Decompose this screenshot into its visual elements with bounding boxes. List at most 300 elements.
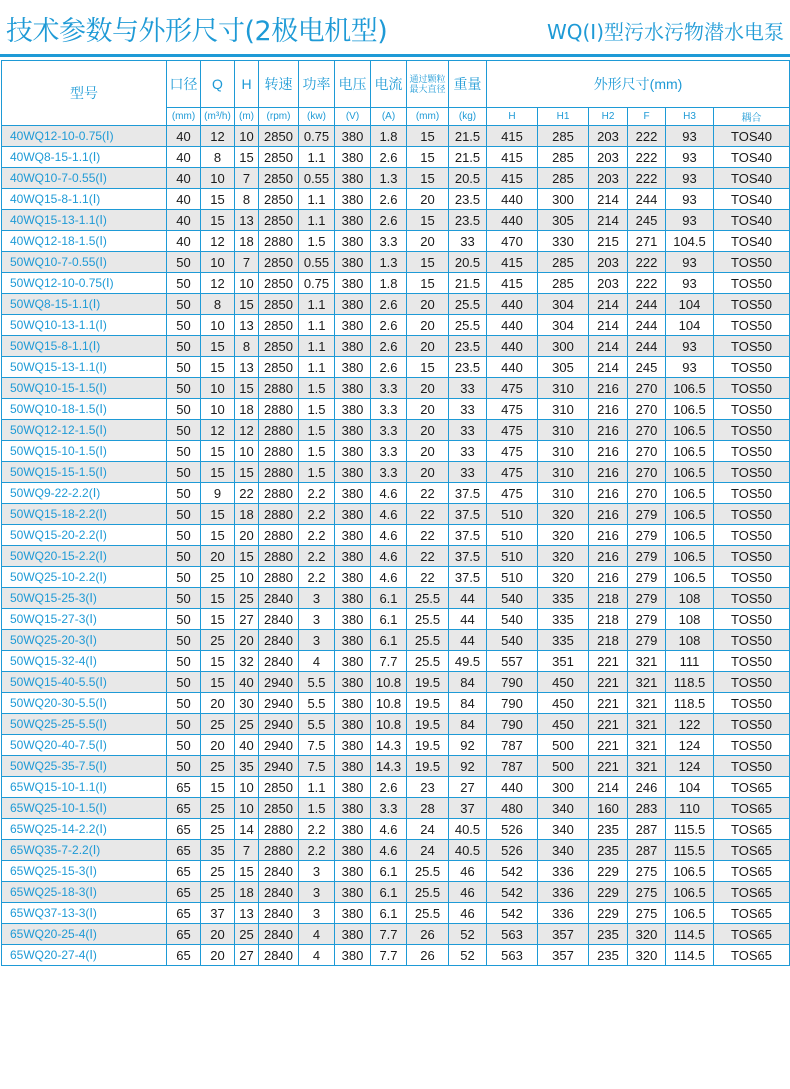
cell-power: 1.1 <box>299 357 335 378</box>
col-header-weight: 重量 <box>449 61 487 108</box>
cell-particle-diameter: 20 <box>407 315 449 336</box>
cell-h2: 218 <box>589 588 628 609</box>
cell-f: 279 <box>628 588 666 609</box>
cell-h2: 229 <box>589 861 628 882</box>
cell-h3: 106.5 <box>666 903 714 924</box>
cell-caliber: 50 <box>167 630 201 651</box>
table-row <box>2 441 790 462</box>
cell-head: 25 <box>235 714 259 735</box>
page-header <box>0 0 790 54</box>
cell-voltage: 380 <box>335 588 371 609</box>
cell-head: 10 <box>235 798 259 819</box>
cell-caliber: 40 <box>167 126 201 147</box>
cell-power: 7.5 <box>299 756 335 777</box>
table-row <box>2 399 790 420</box>
table-row <box>2 861 790 882</box>
cell-h: 415 <box>487 168 538 189</box>
cell-voltage: 380 <box>335 672 371 693</box>
cell-voltage: 380 <box>335 189 371 210</box>
cell-head: 15 <box>235 861 259 882</box>
cell-h1: 310 <box>538 462 589 483</box>
col-header-voltage: 电压 <box>335 61 371 108</box>
cell-power: 1.5 <box>299 378 335 399</box>
table-row <box>2 168 790 189</box>
page-title: 技术参数与外形尺寸(2极电机型) <box>6 16 388 47</box>
cell-speed: 2940 <box>259 756 299 777</box>
cell-flow: 15 <box>201 651 235 672</box>
cell-head: 13 <box>235 315 259 336</box>
cell-h: 542 <box>487 903 538 924</box>
cell-weight: 37.5 <box>449 504 487 525</box>
cell-flow: 12 <box>201 126 235 147</box>
cell-voltage: 380 <box>335 546 371 567</box>
cell-weight: 23.5 <box>449 357 487 378</box>
cell-caliber: 65 <box>167 819 201 840</box>
cell-particle-diameter: 28 <box>407 798 449 819</box>
cell-h: 475 <box>487 378 538 399</box>
cell-current: 4.6 <box>371 504 407 525</box>
cell-caliber: 50 <box>167 567 201 588</box>
cell-speed: 2850 <box>259 315 299 336</box>
col-header-head: H <box>235 61 259 108</box>
cell-voltage: 380 <box>335 210 371 231</box>
cell-current: 3.3 <box>371 462 407 483</box>
cell-current: 4.6 <box>371 483 407 504</box>
cell-f: 275 <box>628 903 666 924</box>
cell-h2: 221 <box>589 756 628 777</box>
cell-particle-diameter: 15 <box>407 252 449 273</box>
cell-h2: 221 <box>589 651 628 672</box>
cell-head: 27 <box>235 609 259 630</box>
cell-voltage: 380 <box>335 693 371 714</box>
cell-speed: 2840 <box>259 924 299 945</box>
cell-coupling: TOS50 <box>714 483 790 504</box>
cell-h3: 108 <box>666 588 714 609</box>
cell-voltage: 380 <box>335 714 371 735</box>
cell-h3: 108 <box>666 630 714 651</box>
cell-h2: 203 <box>589 168 628 189</box>
cell-speed: 2880 <box>259 819 299 840</box>
cell-speed: 2850 <box>259 798 299 819</box>
cell-model: 50WQ8-15-1.1(Ⅰ) <box>2 294 167 315</box>
cell-h3: 93 <box>666 273 714 294</box>
cell-caliber: 50 <box>167 420 201 441</box>
cell-current: 3.3 <box>371 441 407 462</box>
cell-f: 245 <box>628 210 666 231</box>
cell-power: 0.75 <box>299 126 335 147</box>
cell-weight: 84 <box>449 672 487 693</box>
cell-head: 20 <box>235 525 259 546</box>
cell-h2: 216 <box>589 378 628 399</box>
cell-head: 8 <box>235 189 259 210</box>
cell-power: 2.2 <box>299 483 335 504</box>
cell-h2: 221 <box>589 672 628 693</box>
cell-power: 2.2 <box>299 567 335 588</box>
col-header-caliber: 口径 <box>167 61 201 108</box>
cell-power: 2.2 <box>299 504 335 525</box>
dim-header-h: H <box>487 108 538 126</box>
unit-caliber: (mm) <box>167 108 201 126</box>
cell-head: 35 <box>235 756 259 777</box>
cell-head: 20 <box>235 630 259 651</box>
cell-h2: 214 <box>589 210 628 231</box>
cell-h1: 500 <box>538 735 589 756</box>
cell-f: 270 <box>628 399 666 420</box>
cell-speed: 2850 <box>259 252 299 273</box>
cell-h1: 285 <box>538 126 589 147</box>
cell-current: 1.8 <box>371 126 407 147</box>
cell-flow: 15 <box>201 609 235 630</box>
unit-head: (m) <box>235 108 259 126</box>
cell-h3: 106.5 <box>666 567 714 588</box>
cell-h: 510 <box>487 567 538 588</box>
cell-caliber: 50 <box>167 588 201 609</box>
cell-flow: 15 <box>201 441 235 462</box>
cell-caliber: 50 <box>167 714 201 735</box>
cell-head: 40 <box>235 735 259 756</box>
cell-power: 1.5 <box>299 441 335 462</box>
cell-caliber: 50 <box>167 357 201 378</box>
cell-weight: 92 <box>449 735 487 756</box>
cell-caliber: 65 <box>167 945 201 966</box>
cell-f: 279 <box>628 567 666 588</box>
cell-coupling: TOS50 <box>714 357 790 378</box>
cell-f: 222 <box>628 252 666 273</box>
cell-h: 480 <box>487 798 538 819</box>
cell-h2: 216 <box>589 441 628 462</box>
cell-h: 563 <box>487 924 538 945</box>
cell-coupling: TOS50 <box>714 252 790 273</box>
cell-f: 244 <box>628 315 666 336</box>
cell-model: 65WQ25-18-3(Ⅰ) <box>2 882 167 903</box>
cell-h2: 203 <box>589 126 628 147</box>
cell-power: 1.1 <box>299 315 335 336</box>
cell-coupling: TOS50 <box>714 609 790 630</box>
cell-h2: 216 <box>589 546 628 567</box>
cell-h1: 336 <box>538 882 589 903</box>
cell-h3: 93 <box>666 357 714 378</box>
cell-f: 270 <box>628 420 666 441</box>
cell-caliber: 50 <box>167 294 201 315</box>
cell-speed: 2880 <box>259 441 299 462</box>
cell-particle-diameter: 22 <box>407 483 449 504</box>
cell-speed: 2880 <box>259 840 299 861</box>
cell-h: 440 <box>487 210 538 231</box>
cell-h2: 203 <box>589 252 628 273</box>
cell-h: 542 <box>487 861 538 882</box>
cell-coupling: TOS50 <box>714 273 790 294</box>
cell-head: 15 <box>235 147 259 168</box>
cell-power: 1.1 <box>299 336 335 357</box>
cell-power: 3 <box>299 903 335 924</box>
cell-h1: 357 <box>538 945 589 966</box>
cell-power: 2.2 <box>299 546 335 567</box>
cell-weight: 33 <box>449 399 487 420</box>
cell-caliber: 50 <box>167 525 201 546</box>
cell-f: 321 <box>628 672 666 693</box>
cell-f: 279 <box>628 525 666 546</box>
cell-power: 1.5 <box>299 231 335 252</box>
cell-flow: 35 <box>201 840 235 861</box>
cell-voltage: 380 <box>335 336 371 357</box>
cell-current: 2.6 <box>371 294 407 315</box>
cell-power: 5.5 <box>299 714 335 735</box>
cell-h3: 124 <box>666 756 714 777</box>
cell-h: 540 <box>487 630 538 651</box>
cell-voltage: 380 <box>335 798 371 819</box>
cell-h3: 106.5 <box>666 420 714 441</box>
cell-weight: 37.5 <box>449 525 487 546</box>
cell-h: 510 <box>487 525 538 546</box>
cell-flow: 15 <box>201 588 235 609</box>
cell-speed: 2840 <box>259 861 299 882</box>
cell-caliber: 65 <box>167 777 201 798</box>
cell-speed: 2840 <box>259 903 299 924</box>
cell-voltage: 380 <box>335 315 371 336</box>
cell-flow: 15 <box>201 336 235 357</box>
cell-power: 3 <box>299 630 335 651</box>
cell-caliber: 65 <box>167 882 201 903</box>
cell-current: 10.8 <box>371 714 407 735</box>
cell-current: 3.3 <box>371 420 407 441</box>
cell-h3: 106.5 <box>666 546 714 567</box>
cell-f: 321 <box>628 651 666 672</box>
cell-h: 440 <box>487 189 538 210</box>
table-row <box>2 651 790 672</box>
cell-power: 1.5 <box>299 462 335 483</box>
cell-h3: 93 <box>666 252 714 273</box>
cell-h3: 106.5 <box>666 525 714 546</box>
table-row <box>2 210 790 231</box>
cell-flow: 15 <box>201 357 235 378</box>
cell-f: 275 <box>628 882 666 903</box>
table-row <box>2 336 790 357</box>
cell-model: 40WQ15-8-1.1(Ⅰ) <box>2 189 167 210</box>
table-row <box>2 315 790 336</box>
cell-speed: 2840 <box>259 882 299 903</box>
cell-h2: 214 <box>589 315 628 336</box>
cell-coupling: TOS65 <box>714 861 790 882</box>
cell-h2: 203 <box>589 147 628 168</box>
cell-caliber: 65 <box>167 798 201 819</box>
cell-h: 475 <box>487 399 538 420</box>
cell-power: 4 <box>299 924 335 945</box>
cell-weight: 23.5 <box>449 189 487 210</box>
cell-h1: 335 <box>538 588 589 609</box>
cell-weight: 46 <box>449 882 487 903</box>
cell-coupling: TOS50 <box>714 504 790 525</box>
dim-header-f: F <box>628 108 666 126</box>
cell-f: 244 <box>628 336 666 357</box>
cell-weight: 44 <box>449 609 487 630</box>
cell-head: 18 <box>235 231 259 252</box>
cell-head: 13 <box>235 903 259 924</box>
cell-head: 15 <box>235 462 259 483</box>
cell-h1: 310 <box>538 441 589 462</box>
cell-model: 50WQ15-40-5.5(Ⅰ) <box>2 672 167 693</box>
cell-coupling: TOS50 <box>714 336 790 357</box>
cell-h1: 285 <box>538 252 589 273</box>
table-row <box>2 735 790 756</box>
cell-current: 6.1 <box>371 882 407 903</box>
cell-h3: 93 <box>666 189 714 210</box>
cell-model: 50WQ25-35-7.5(Ⅰ) <box>2 756 167 777</box>
cell-voltage: 380 <box>335 609 371 630</box>
cell-speed: 2880 <box>259 399 299 420</box>
dim-header-h2: H2 <box>589 108 628 126</box>
cell-speed: 2880 <box>259 567 299 588</box>
cell-model: 40WQ15-13-1.1(Ⅰ) <box>2 210 167 231</box>
cell-h3: 106.5 <box>666 504 714 525</box>
cell-h2: 235 <box>589 924 628 945</box>
cell-h1: 320 <box>538 525 589 546</box>
cell-head: 40 <box>235 672 259 693</box>
spec-table <box>1 60 790 966</box>
cell-model: 40WQ10-7-0.55(Ⅰ) <box>2 168 167 189</box>
cell-caliber: 50 <box>167 693 201 714</box>
cell-current: 1.3 <box>371 252 407 273</box>
cell-coupling: TOS65 <box>714 903 790 924</box>
cell-current: 2.6 <box>371 189 407 210</box>
table-row <box>2 483 790 504</box>
cell-h: 510 <box>487 504 538 525</box>
cell-current: 6.1 <box>371 903 407 924</box>
cell-coupling: TOS40 <box>714 210 790 231</box>
cell-current: 1.3 <box>371 168 407 189</box>
cell-particle-diameter: 20 <box>407 189 449 210</box>
cell-voltage: 380 <box>335 567 371 588</box>
cell-particle-diameter: 24 <box>407 819 449 840</box>
cell-flow: 20 <box>201 735 235 756</box>
cell-f: 271 <box>628 231 666 252</box>
cell-model: 50WQ25-10-2.2(Ⅰ) <box>2 567 167 588</box>
cell-caliber: 50 <box>167 441 201 462</box>
cell-h3: 114.5 <box>666 924 714 945</box>
cell-current: 3.3 <box>371 399 407 420</box>
cell-weight: 25.5 <box>449 315 487 336</box>
cell-power: 2.2 <box>299 840 335 861</box>
cell-flow: 25 <box>201 861 235 882</box>
table-row <box>2 294 790 315</box>
cell-particle-diameter: 20 <box>407 378 449 399</box>
cell-caliber: 65 <box>167 861 201 882</box>
cell-speed: 2880 <box>259 462 299 483</box>
cell-flow: 15 <box>201 504 235 525</box>
cell-voltage: 380 <box>335 168 371 189</box>
cell-coupling: TOS50 <box>714 714 790 735</box>
cell-f: 245 <box>628 357 666 378</box>
cell-model: 65WQ25-15-3(Ⅰ) <box>2 861 167 882</box>
cell-h3: 124 <box>666 735 714 756</box>
cell-weight: 25.5 <box>449 294 487 315</box>
cell-particle-diameter: 20 <box>407 441 449 462</box>
cell-voltage: 380 <box>335 504 371 525</box>
cell-h: 557 <box>487 651 538 672</box>
cell-weight: 44 <box>449 630 487 651</box>
cell-speed: 2850 <box>259 147 299 168</box>
cell-h1: 450 <box>538 714 589 735</box>
cell-f: 279 <box>628 630 666 651</box>
cell-power: 2.2 <box>299 819 335 840</box>
cell-head: 15 <box>235 546 259 567</box>
cell-h3: 104.5 <box>666 231 714 252</box>
table-row <box>2 420 790 441</box>
cell-h3: 93 <box>666 336 714 357</box>
cell-particle-diameter: 20 <box>407 399 449 420</box>
cell-flow: 15 <box>201 189 235 210</box>
cell-h: 540 <box>487 609 538 630</box>
cell-particle-diameter: 25.5 <box>407 630 449 651</box>
cell-head: 12 <box>235 420 259 441</box>
unit-speed: (rpm) <box>259 108 299 126</box>
cell-particle-diameter: 22 <box>407 525 449 546</box>
cell-flow: 20 <box>201 945 235 966</box>
cell-current: 2.6 <box>371 777 407 798</box>
table-row <box>2 588 790 609</box>
cell-h: 440 <box>487 777 538 798</box>
cell-h1: 340 <box>538 819 589 840</box>
cell-h1: 305 <box>538 357 589 378</box>
cell-flow: 25 <box>201 756 235 777</box>
cell-current: 4.6 <box>371 567 407 588</box>
cell-speed: 2940 <box>259 693 299 714</box>
cell-particle-diameter: 19.5 <box>407 672 449 693</box>
cell-head: 32 <box>235 651 259 672</box>
table-row <box>2 567 790 588</box>
cell-weight: 49.5 <box>449 651 487 672</box>
cell-h3: 115.5 <box>666 840 714 861</box>
cell-power: 3 <box>299 588 335 609</box>
col-header-particle-diameter: 通过颗粒最大直径 <box>407 61 449 108</box>
cell-coupling: TOS40 <box>714 168 790 189</box>
cell-power: 1.1 <box>299 189 335 210</box>
cell-coupling: TOS65 <box>714 945 790 966</box>
cell-weight: 52 <box>449 924 487 945</box>
cell-coupling: TOS65 <box>714 777 790 798</box>
cell-coupling: TOS50 <box>714 399 790 420</box>
cell-caliber: 50 <box>167 735 201 756</box>
cell-flow: 25 <box>201 630 235 651</box>
cell-h2: 160 <box>589 798 628 819</box>
cell-voltage: 380 <box>335 777 371 798</box>
cell-speed: 2880 <box>259 546 299 567</box>
cell-voltage: 380 <box>335 420 371 441</box>
cell-model: 50WQ15-15-1.5(Ⅰ) <box>2 462 167 483</box>
cell-current: 6.1 <box>371 861 407 882</box>
cell-h3: 93 <box>666 210 714 231</box>
cell-f: 279 <box>628 504 666 525</box>
cell-flow: 25 <box>201 819 235 840</box>
cell-current: 6.1 <box>371 609 407 630</box>
cell-speed: 2880 <box>259 483 299 504</box>
cell-f: 222 <box>628 168 666 189</box>
cell-h1: 304 <box>538 294 589 315</box>
cell-head: 15 <box>235 294 259 315</box>
table-row <box>2 903 790 924</box>
cell-speed: 2850 <box>259 777 299 798</box>
cell-particle-diameter: 19.5 <box>407 693 449 714</box>
cell-weight: 40.5 <box>449 819 487 840</box>
cell-h3: 110 <box>666 798 714 819</box>
cell-weight: 37.5 <box>449 483 487 504</box>
header-row-labels <box>2 61 790 108</box>
cell-f: 270 <box>628 483 666 504</box>
cell-model: 50WQ10-13-1.1(Ⅰ) <box>2 315 167 336</box>
cell-head: 25 <box>235 924 259 945</box>
cell-coupling: TOS50 <box>714 567 790 588</box>
table-row <box>2 840 790 861</box>
cell-weight: 33 <box>449 378 487 399</box>
